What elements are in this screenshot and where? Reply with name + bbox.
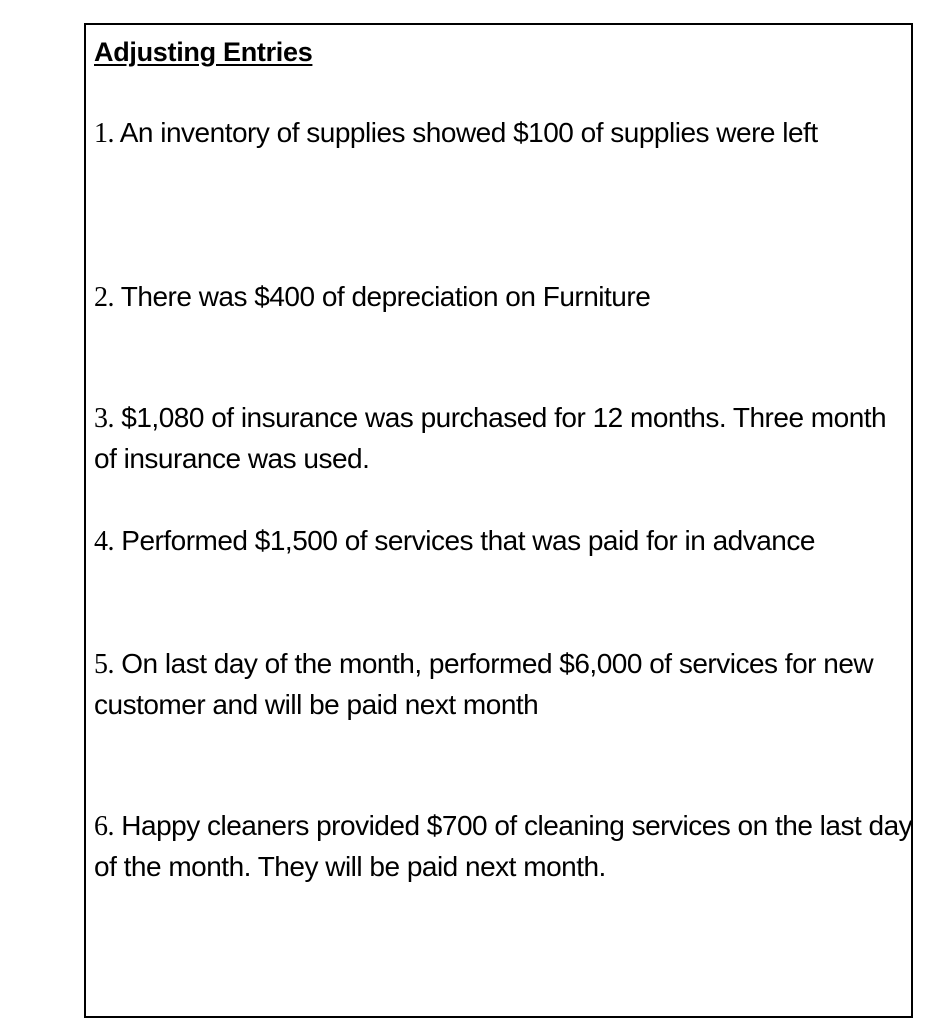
entry-4 [94, 521, 914, 562]
entry-text: Performed $1,500 of services that was paid for in advance [114, 525, 815, 556]
entry-number: 2. [94, 282, 114, 313]
entry-text: Happy cleaners provided $700 of cleaning services on the last day of the month. They will be paid next month. [94, 810, 913, 882]
entry-6 [94, 806, 914, 887]
entry-3 [94, 398, 914, 479]
entry-text: $1,080 of insurance was purchased for 12 months. Three month of insurance was used. [94, 402, 887, 474]
entry-text: An inventory of supplies showed $100 of supplies were left [114, 117, 818, 148]
document-title: Adjusting Entries [94, 37, 313, 67]
entry-number: 5. [94, 649, 114, 680]
entry-2 [94, 277, 914, 318]
entry-number: 6. [94, 811, 114, 842]
entry-number: 4. [94, 526, 114, 557]
entry-5 [94, 644, 914, 725]
entry-text: There was $400 of depreciation on Furniture [114, 281, 651, 312]
entry-1 [94, 113, 914, 154]
entry-number: 3. [94, 403, 114, 434]
entry-text: On last day of the month, performed $6,000 of services for new customer and will be paid next month [94, 648, 874, 720]
document-frame [84, 23, 913, 1018]
entry-number: 1. [94, 118, 114, 149]
